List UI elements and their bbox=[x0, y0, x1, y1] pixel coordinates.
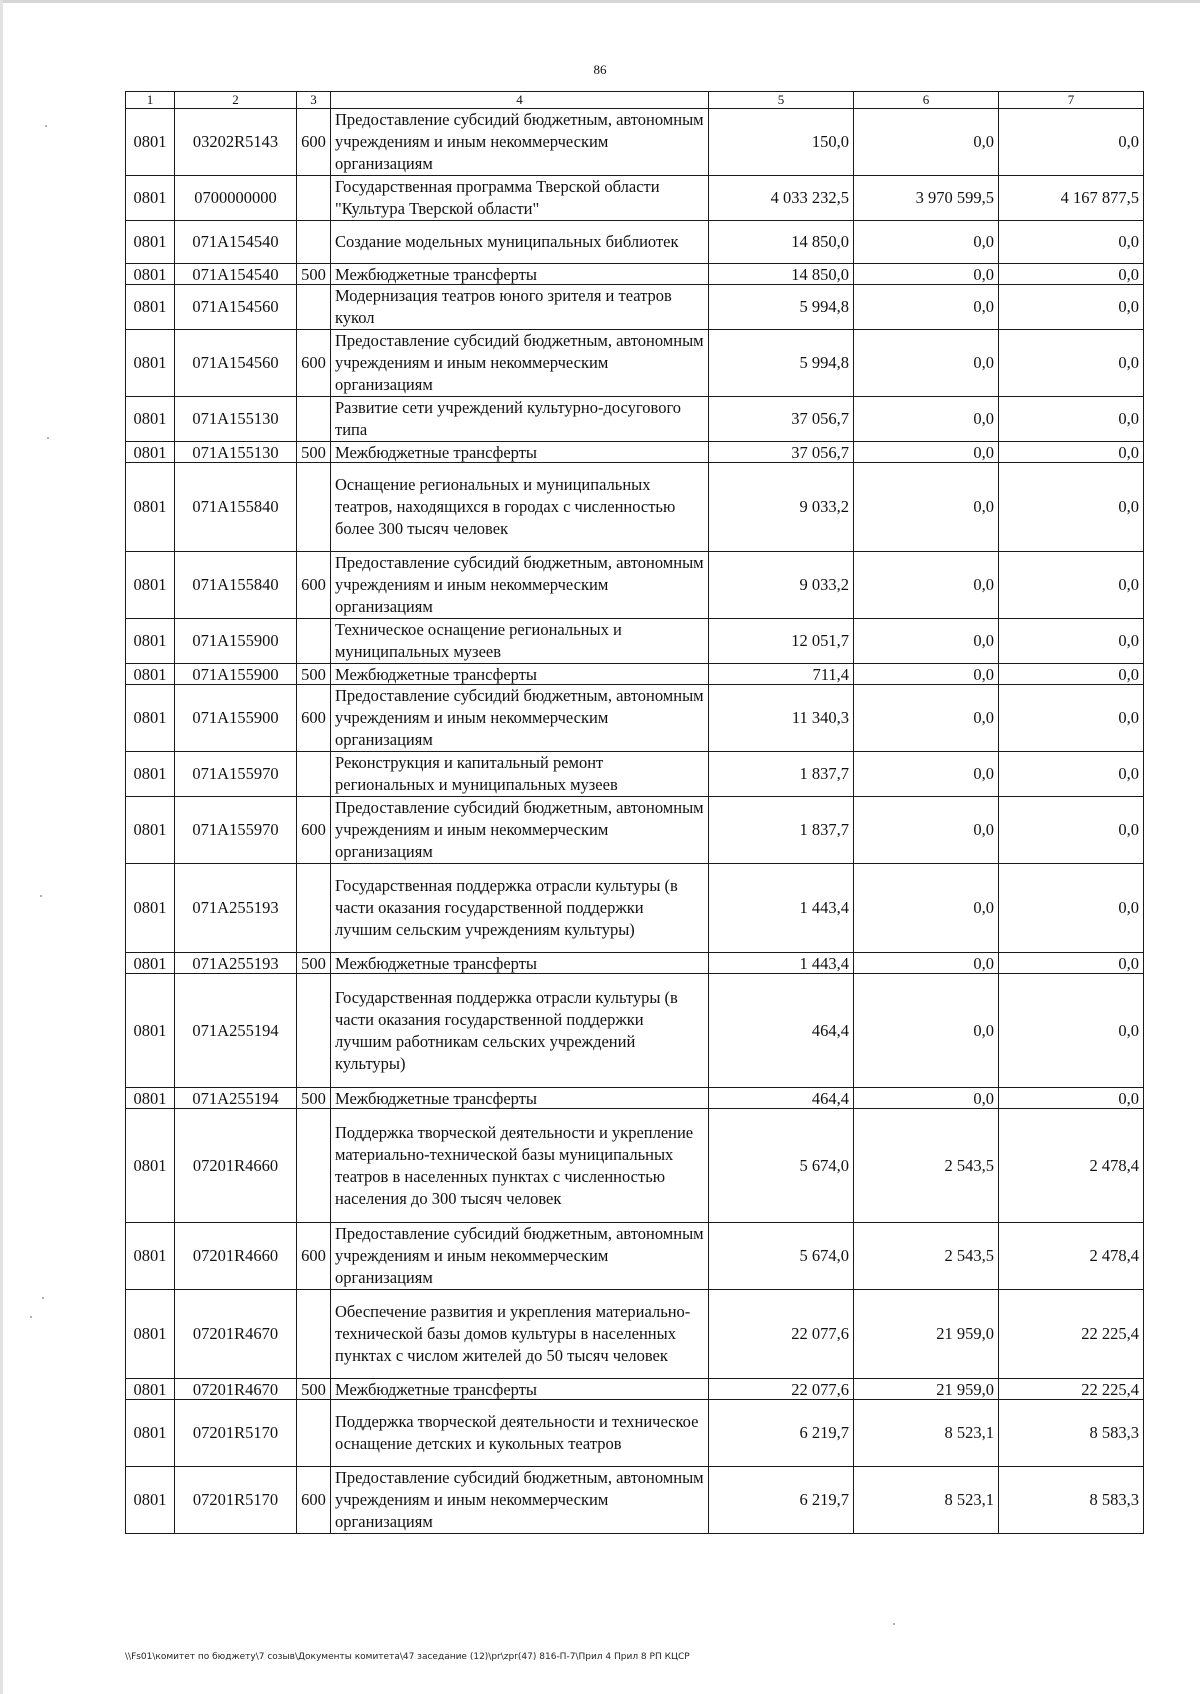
expense-type-cell bbox=[297, 619, 331, 664]
scan-speck bbox=[47, 437, 49, 439]
amount-year2-cell: 2 543,5 bbox=[854, 1109, 999, 1223]
expense-type-cell bbox=[297, 1290, 331, 1379]
section-cell: 0801 bbox=[126, 1290, 175, 1379]
scan-speck bbox=[42, 1297, 44, 1299]
code-cell: 03202R5143 bbox=[175, 109, 297, 176]
name-cell: Межбюджетные трансферты bbox=[331, 1379, 709, 1400]
table-header bbox=[126, 92, 1144, 109]
code-cell: 071A155900 bbox=[175, 664, 297, 685]
section-cell: 0801 bbox=[126, 463, 175, 552]
code-cell: 071A155840 bbox=[175, 463, 297, 552]
name-cell: Поддержка творческой деятельности и техническое оснащение детских и кукольных театров bbox=[331, 1400, 709, 1467]
section-cell: 0801 bbox=[126, 221, 175, 264]
expense-type-cell: 500 bbox=[297, 442, 331, 463]
section-cell: 0801 bbox=[126, 797, 175, 864]
amount-year3-cell: 0,0 bbox=[999, 264, 1144, 285]
code-cell: 07201R4670 bbox=[175, 1379, 297, 1400]
section-cell: 0801 bbox=[126, 330, 175, 397]
amount-year2-cell: 0,0 bbox=[854, 463, 999, 552]
amount-year3-cell: 0,0 bbox=[999, 221, 1144, 264]
name-cell: Модернизация театров юного зрителя и театров кукол bbox=[331, 285, 709, 330]
name-cell: Реконструкция и капитальный ремонт региональных и муниципальных музеев bbox=[331, 752, 709, 797]
amount-year2-cell: 0,0 bbox=[854, 797, 999, 864]
amount-year3-cell: 0,0 bbox=[999, 664, 1144, 685]
amount-year1-cell: 14 850,0 bbox=[709, 221, 854, 264]
amount-year2-cell: 3 970 599,5 bbox=[854, 176, 999, 221]
amount-year1-cell: 12 051,7 bbox=[709, 619, 854, 664]
code-cell: 0700000000 bbox=[175, 176, 297, 221]
expense-type-cell: 600 bbox=[297, 109, 331, 176]
amount-year1-cell: 22 077,6 bbox=[709, 1290, 854, 1379]
name-cell: Предоставление субсидий бюджетным, автономным учреждениям и иным некоммерческим организациям bbox=[331, 1223, 709, 1290]
amount-year1-cell: 6 219,7 bbox=[709, 1467, 854, 1534]
name-cell: Межбюджетные трансферты bbox=[331, 664, 709, 685]
code-cell: 071A154540 bbox=[175, 221, 297, 264]
section-cell: 0801 bbox=[126, 552, 175, 619]
amount-year1-cell: 5 994,8 bbox=[709, 330, 854, 397]
amount-year1-cell: 5 674,0 bbox=[709, 1109, 854, 1223]
amount-year2-cell: 0,0 bbox=[854, 974, 999, 1088]
scan-speck bbox=[30, 1316, 32, 1318]
expense-type-cell bbox=[297, 1400, 331, 1467]
section-cell: 0801 bbox=[126, 685, 175, 752]
expense-type-cell: 600 bbox=[297, 1467, 331, 1534]
table-row bbox=[126, 1467, 1144, 1534]
amount-year3-cell: 0,0 bbox=[999, 685, 1144, 752]
table-row bbox=[126, 397, 1144, 442]
expense-type-cell: 600 bbox=[297, 1223, 331, 1290]
code-cell: 071A155970 bbox=[175, 797, 297, 864]
section-cell: 0801 bbox=[126, 1400, 175, 1467]
amount-year1-cell: 5 674,0 bbox=[709, 1223, 854, 1290]
section-cell: 0801 bbox=[126, 1109, 175, 1223]
amount-year3-cell: 0,0 bbox=[999, 1088, 1144, 1109]
column-header: 5 bbox=[709, 92, 854, 109]
expense-type-cell: 600 bbox=[297, 330, 331, 397]
table-row bbox=[126, 1223, 1144, 1290]
code-cell: 07201R4670 bbox=[175, 1290, 297, 1379]
amount-year1-cell: 711,4 bbox=[709, 664, 854, 685]
table-row bbox=[126, 685, 1144, 752]
table-row bbox=[126, 797, 1144, 864]
amount-year3-cell: 0,0 bbox=[999, 285, 1144, 330]
section-cell: 0801 bbox=[126, 109, 175, 176]
amount-year3-cell: 0,0 bbox=[999, 442, 1144, 463]
table-row bbox=[126, 552, 1144, 619]
code-cell: 071A154560 bbox=[175, 285, 297, 330]
amount-year1-cell: 464,4 bbox=[709, 974, 854, 1088]
name-cell: Межбюджетные трансферты bbox=[331, 442, 709, 463]
amount-year1-cell: 9 033,2 bbox=[709, 463, 854, 552]
header-row bbox=[126, 92, 1144, 109]
name-cell: Оснащение региональных и муниципальных театров, находящихся в городах с численностью более 300 тысяч человек bbox=[331, 463, 709, 552]
section-cell: 0801 bbox=[126, 176, 175, 221]
amount-year3-cell: 0,0 bbox=[999, 397, 1144, 442]
code-cell: 071A154540 bbox=[175, 264, 297, 285]
name-cell: Развитие сети учреждений культурно-досугового типа bbox=[331, 397, 709, 442]
amount-year3-cell: 2 478,4 bbox=[999, 1109, 1144, 1223]
table-body bbox=[126, 109, 1144, 1534]
code-cell: 07201R4660 bbox=[175, 1223, 297, 1290]
code-cell: 071A255193 bbox=[175, 864, 297, 953]
amount-year2-cell: 21 959,0 bbox=[854, 1379, 999, 1400]
table-row bbox=[126, 664, 1144, 685]
scan-edge-top bbox=[0, 0, 1200, 3]
amount-year1-cell: 1 837,7 bbox=[709, 752, 854, 797]
section-cell: 0801 bbox=[126, 974, 175, 1088]
page-number: 86 bbox=[593, 62, 607, 77]
name-cell: Государственная программа Тверской области "Культура Тверской области" bbox=[331, 176, 709, 221]
name-cell: Обеспечение развития и укрепления материально-технической базы домов культуры в населенных пунктах с числом жителей до 50 тысяч человек bbox=[331, 1290, 709, 1379]
name-cell: Техническое оснащение региональных и муниципальных музеев bbox=[331, 619, 709, 664]
section-cell: 0801 bbox=[126, 285, 175, 330]
section-cell: 0801 bbox=[126, 1467, 175, 1534]
amount-year1-cell: 5 994,8 bbox=[709, 285, 854, 330]
name-cell: Предоставление субсидий бюджетным, автономным учреждениям и иным некоммерческим организациям bbox=[331, 552, 709, 619]
table-row bbox=[126, 176, 1144, 221]
amount-year3-cell: 0,0 bbox=[999, 330, 1144, 397]
scan-edge-left bbox=[0, 0, 3, 1694]
expense-type-cell: 500 bbox=[297, 264, 331, 285]
amount-year1-cell: 1 443,4 bbox=[709, 864, 854, 953]
column-header: 4 bbox=[331, 92, 709, 109]
amount-year2-cell: 0,0 bbox=[854, 953, 999, 974]
code-cell: 071A155970 bbox=[175, 752, 297, 797]
amount-year3-cell: 2 478,4 bbox=[999, 1223, 1144, 1290]
amount-year2-cell: 0,0 bbox=[854, 330, 999, 397]
expense-type-cell bbox=[297, 221, 331, 264]
section-cell: 0801 bbox=[126, 619, 175, 664]
code-cell: 071A155130 bbox=[175, 442, 297, 463]
code-cell: 071A255194 bbox=[175, 1088, 297, 1109]
section-cell: 0801 bbox=[126, 752, 175, 797]
table-row bbox=[126, 264, 1144, 285]
expense-type-cell bbox=[297, 176, 331, 221]
table-row bbox=[126, 864, 1144, 953]
expense-type-cell: 500 bbox=[297, 1088, 331, 1109]
table-row bbox=[126, 1400, 1144, 1467]
expense-type-cell: 500 bbox=[297, 1379, 331, 1400]
amount-year3-cell: 0,0 bbox=[999, 953, 1144, 974]
section-cell: 0801 bbox=[126, 664, 175, 685]
code-cell: 07201R5170 bbox=[175, 1400, 297, 1467]
amount-year1-cell: 37 056,7 bbox=[709, 442, 854, 463]
amount-year3-cell: 4 167 877,5 bbox=[999, 176, 1144, 221]
code-cell: 071A155900 bbox=[175, 685, 297, 752]
table-row bbox=[126, 1290, 1144, 1379]
amount-year2-cell: 0,0 bbox=[854, 397, 999, 442]
table-row bbox=[126, 221, 1144, 264]
amount-year1-cell: 37 056,7 bbox=[709, 397, 854, 442]
amount-year2-cell: 21 959,0 bbox=[854, 1290, 999, 1379]
table-row bbox=[126, 953, 1144, 974]
code-cell: 071A154560 bbox=[175, 330, 297, 397]
table-row bbox=[126, 1088, 1144, 1109]
expense-type-cell: 500 bbox=[297, 664, 331, 685]
expense-type-cell: 600 bbox=[297, 797, 331, 864]
table-row bbox=[126, 109, 1144, 176]
amount-year1-cell: 6 219,7 bbox=[709, 1400, 854, 1467]
amount-year2-cell: 8 523,1 bbox=[854, 1400, 999, 1467]
expense-type-cell bbox=[297, 285, 331, 330]
column-header: 3 bbox=[297, 92, 331, 109]
name-cell: Предоставление субсидий бюджетным, автономным учреждениям и иным некоммерческим организациям bbox=[331, 330, 709, 397]
amount-year2-cell: 0,0 bbox=[854, 442, 999, 463]
expense-type-cell: 600 bbox=[297, 685, 331, 752]
expense-type-cell bbox=[297, 864, 331, 953]
code-cell: 07201R4660 bbox=[175, 1109, 297, 1223]
expense-type-cell bbox=[297, 752, 331, 797]
amount-year2-cell: 2 543,5 bbox=[854, 1223, 999, 1290]
amount-year2-cell: 0,0 bbox=[854, 752, 999, 797]
table-row bbox=[126, 442, 1144, 463]
amount-year2-cell: 0,0 bbox=[854, 1088, 999, 1109]
amount-year1-cell: 1 443,4 bbox=[709, 953, 854, 974]
amount-year2-cell: 0,0 bbox=[854, 264, 999, 285]
budget-table bbox=[125, 91, 1144, 1534]
table-row bbox=[126, 330, 1144, 397]
code-cell: 071A155840 bbox=[175, 552, 297, 619]
name-cell: Предоставление субсидий бюджетным, автономным учреждениям и иным некоммерческим организациям bbox=[331, 1467, 709, 1534]
amount-year3-cell: 8 583,3 bbox=[999, 1400, 1144, 1467]
name-cell: Межбюджетные трансферты bbox=[331, 953, 709, 974]
amount-year2-cell: 0,0 bbox=[854, 664, 999, 685]
scan-speck bbox=[45, 125, 47, 127]
section-cell: 0801 bbox=[126, 264, 175, 285]
amount-year3-cell: 0,0 bbox=[999, 619, 1144, 664]
amount-year1-cell: 9 033,2 bbox=[709, 552, 854, 619]
amount-year1-cell: 4 033 232,5 bbox=[709, 176, 854, 221]
code-cell: 07201R5170 bbox=[175, 1467, 297, 1534]
amount-year3-cell: 22 225,4 bbox=[999, 1379, 1144, 1400]
table-row bbox=[126, 463, 1144, 552]
name-cell: Предоставление субсидий бюджетным, автономным учреждениям и иным некоммерческим организациям bbox=[331, 109, 709, 176]
name-cell: Государственная поддержка отрасли культуры (в части оказания государственной поддержки лучшим работникам сельских учреждений культуры) bbox=[331, 974, 709, 1088]
code-cell: 071A155130 bbox=[175, 397, 297, 442]
name-cell: Создание модельных муниципальных библиотек bbox=[331, 221, 709, 264]
expense-type-cell bbox=[297, 397, 331, 442]
amount-year3-cell: 0,0 bbox=[999, 752, 1144, 797]
table-row bbox=[126, 619, 1144, 664]
table-row bbox=[126, 1379, 1144, 1400]
name-cell: Межбюджетные трансферты bbox=[331, 264, 709, 285]
name-cell: Предоставление субсидий бюджетным, автономным учреждениям и иным некоммерческим организациям bbox=[331, 685, 709, 752]
expense-type-cell bbox=[297, 463, 331, 552]
section-cell: 0801 bbox=[126, 953, 175, 974]
name-cell: Предоставление субсидий бюджетным, автономным учреждениям и иным некоммерческим организациям bbox=[331, 797, 709, 864]
amount-year1-cell: 11 340,3 bbox=[709, 685, 854, 752]
code-cell: 071A255194 bbox=[175, 974, 297, 1088]
amount-year2-cell: 0,0 bbox=[854, 685, 999, 752]
expense-type-cell bbox=[297, 1109, 331, 1223]
table-row bbox=[126, 752, 1144, 797]
footer-file-path: \\Fs01\комитет по бюджету\7 созыв\Документы комитета\47 заседание (12)\pr\zpr(47) 816-П-7\Прил 4 Прил 8 РП КЦСР bbox=[125, 1652, 690, 1662]
amount-year2-cell: 0,0 bbox=[854, 864, 999, 953]
amount-year3-cell: 0,0 bbox=[999, 552, 1144, 619]
amount-year3-cell: 0,0 bbox=[999, 463, 1144, 552]
amount-year2-cell: 0,0 bbox=[854, 552, 999, 619]
table-row bbox=[126, 285, 1144, 330]
amount-year3-cell: 0,0 bbox=[999, 109, 1144, 176]
column-header: 6 bbox=[854, 92, 999, 109]
column-header: 1 bbox=[126, 92, 175, 109]
code-cell: 071A255193 bbox=[175, 953, 297, 974]
amount-year3-cell: 0,0 bbox=[999, 974, 1144, 1088]
amount-year3-cell: 0,0 bbox=[999, 797, 1144, 864]
column-header: 7 bbox=[999, 92, 1144, 109]
amount-year1-cell: 14 850,0 bbox=[709, 264, 854, 285]
amount-year2-cell: 0,0 bbox=[854, 221, 999, 264]
amount-year2-cell: 0,0 bbox=[854, 619, 999, 664]
section-cell: 0801 bbox=[126, 864, 175, 953]
name-cell: Межбюджетные трансферты bbox=[331, 1088, 709, 1109]
table-row bbox=[126, 974, 1144, 1088]
amount-year2-cell: 0,0 bbox=[854, 109, 999, 176]
amount-year3-cell: 22 225,4 bbox=[999, 1290, 1144, 1379]
expense-type-cell: 500 bbox=[297, 953, 331, 974]
section-cell: 0801 bbox=[126, 1379, 175, 1400]
table-row bbox=[126, 1109, 1144, 1223]
section-cell: 0801 bbox=[126, 397, 175, 442]
section-cell: 0801 bbox=[126, 1088, 175, 1109]
amount-year2-cell: 0,0 bbox=[854, 285, 999, 330]
expense-type-cell bbox=[297, 974, 331, 1088]
amount-year1-cell: 150,0 bbox=[709, 109, 854, 176]
amount-year1-cell: 1 837,7 bbox=[709, 797, 854, 864]
amount-year1-cell: 22 077,6 bbox=[709, 1379, 854, 1400]
name-cell: Государственная поддержка отрасли культуры (в части оказания государственной поддержки лучшим сельским учреждениям культуры) bbox=[331, 864, 709, 953]
section-cell: 0801 bbox=[126, 1223, 175, 1290]
amount-year2-cell: 8 523,1 bbox=[854, 1467, 999, 1534]
section-cell: 0801 bbox=[126, 442, 175, 463]
scan-speck bbox=[893, 1623, 895, 1625]
amount-year1-cell: 464,4 bbox=[709, 1088, 854, 1109]
scan-speck bbox=[40, 895, 42, 897]
column-header: 2 bbox=[175, 92, 297, 109]
name-cell: Поддержка творческой деятельности и укрепление материально-технической базы муниципальных театров в населенных пунктах с численностью населения до 300 тысяч человек bbox=[331, 1109, 709, 1223]
code-cell: 071A155900 bbox=[175, 619, 297, 664]
amount-year3-cell: 0,0 bbox=[999, 864, 1144, 953]
expense-type-cell: 600 bbox=[297, 552, 331, 619]
amount-year3-cell: 8 583,3 bbox=[999, 1467, 1144, 1534]
